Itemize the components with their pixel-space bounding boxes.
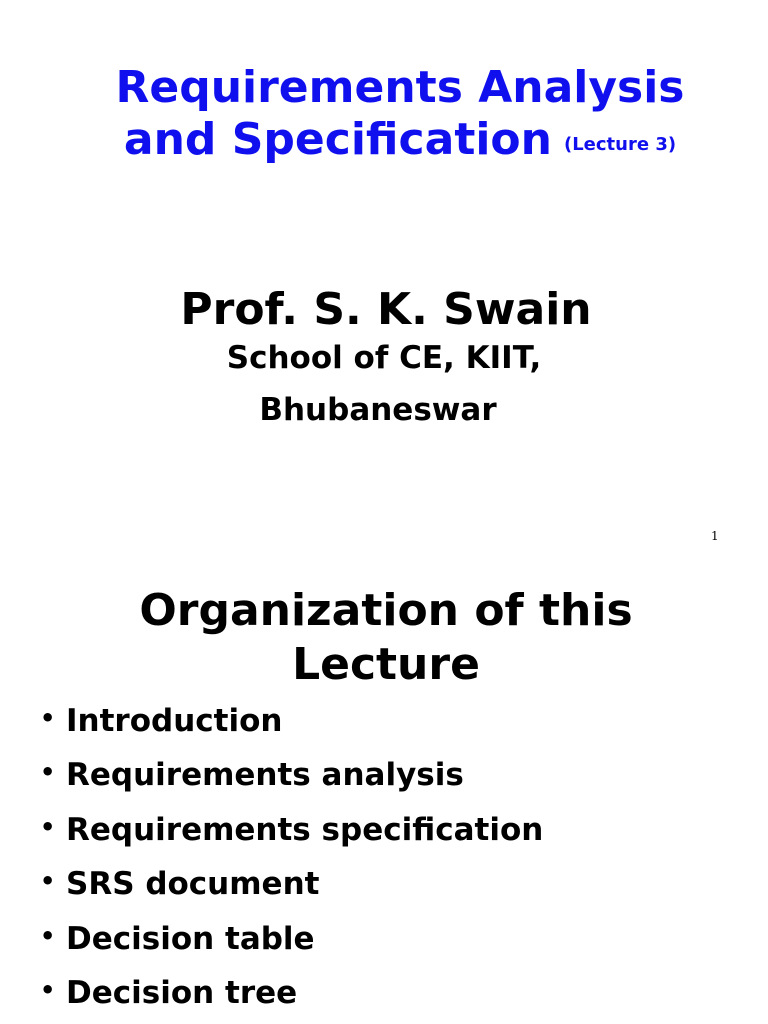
- slide-title-line-2: [16, 114, 768, 171]
- author-name: Prof. S. K. Swain: [180, 284, 592, 335]
- bullet-icon: •: [40, 758, 56, 787]
- slide-title-line-1: [16, 62, 768, 114]
- list-item-text: Decision tree: [66, 974, 298, 1011]
- list-item-text: Requirements specification: [66, 811, 544, 848]
- bullet-icon: •: [40, 812, 56, 841]
- bullet-icon: •: [40, 867, 56, 896]
- bullet-icon: •: [40, 921, 56, 950]
- page-number: 1: [711, 529, 719, 543]
- slide-heading-line-2: Lecture: [292, 639, 480, 690]
- slide-heading-line-1: Organization of this: [139, 585, 633, 636]
- title-text-2: and Specification: [123, 114, 552, 165]
- list-item-text: Decision table: [66, 920, 315, 957]
- title-text-1: Requirements Analysis: [115, 62, 685, 113]
- list-item-text: Introduction: [66, 703, 283, 739]
- slide-organization: [0, 556, 768, 1024]
- lecture-tag: (Lecture 3): [563, 134, 677, 155]
- list-item-text: SRS document: [66, 866, 320, 903]
- list-item-text: Requirements analysis: [66, 757, 464, 794]
- author-affiliation-line-2: Bhubaneswar: [259, 392, 497, 428]
- bullet-icon: •: [40, 975, 56, 1004]
- bullet-icon: •: [40, 704, 56, 732]
- author-affiliation-line-1: School of CE, KIIT,: [226, 340, 542, 376]
